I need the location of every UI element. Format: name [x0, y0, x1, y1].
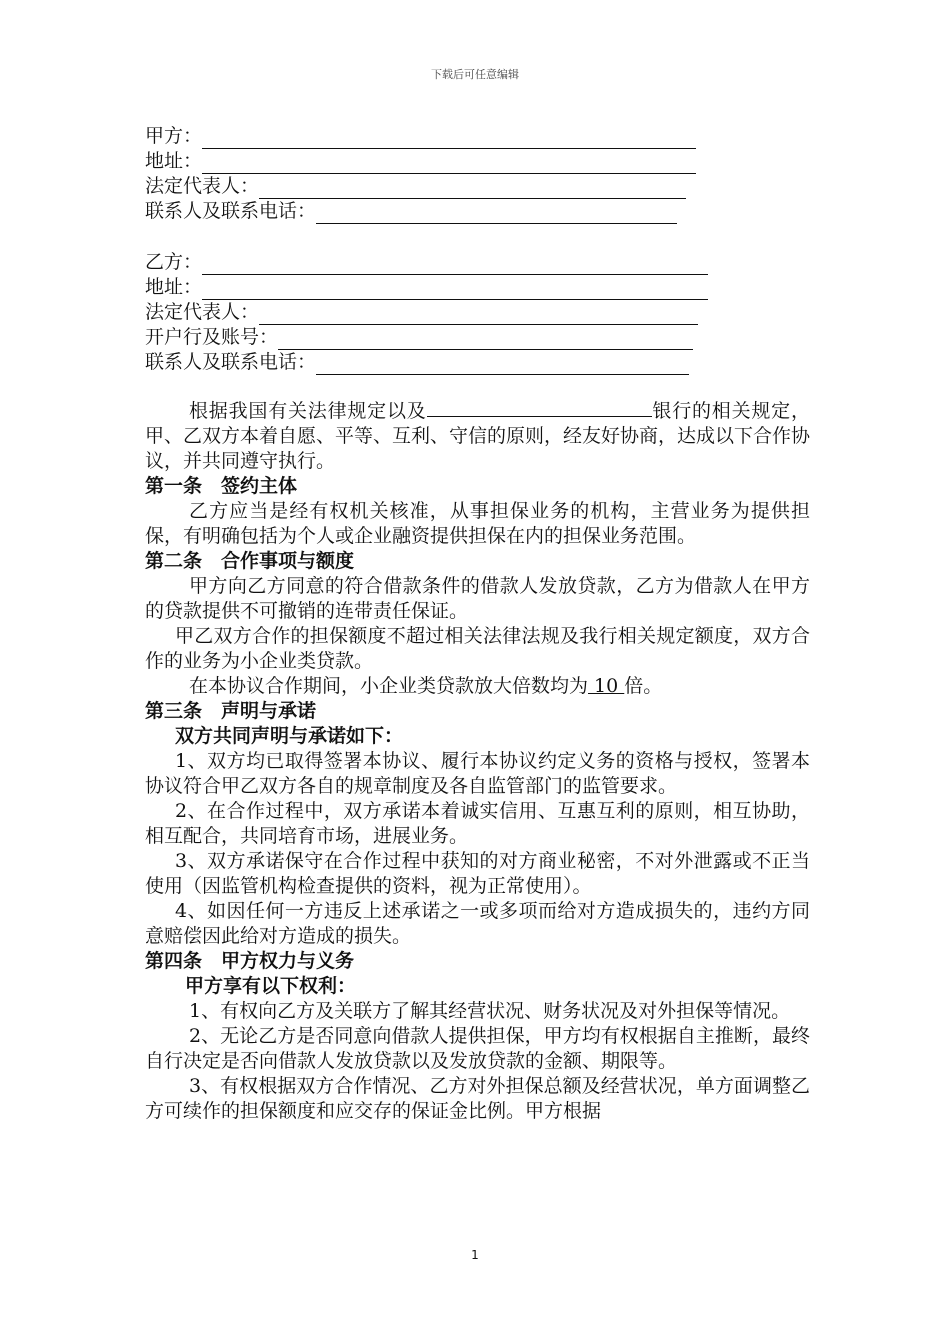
field-label: 甲方：: [145, 125, 203, 147]
article-2-title: 第二条 合作事项与额度: [145, 550, 355, 572]
article-3-item-1: 1、双方均已取得签署本协议、履行本协议约定义务的资格与授权，签署本协议符合甲乙双方各自的规章制度及各自监管部门的监管要求。: [145, 750, 810, 797]
blank-line: [278, 330, 693, 350]
party-b-address-field: [145, 275, 708, 300]
field-label: 联系人及联系电话：: [145, 200, 317, 222]
article-2-paragraph-3: [145, 674, 810, 699]
blank-line: [316, 204, 677, 224]
blank-line: [202, 280, 708, 300]
article-1-title: 第一条 签约主体: [145, 475, 298, 497]
party-b-legal-rep-field: [145, 300, 708, 325]
blank-line: [202, 154, 696, 174]
article-2-paragraph-1: 甲方向乙方同意的符合借款条件的借款人发放贷款，乙方为借款人在甲方的贷款提供不可撤销的连带责任保证。: [145, 575, 810, 622]
party-a-address-field: [145, 149, 696, 174]
party-a-block: [145, 124, 696, 224]
multiplier-value: 10: [588, 675, 625, 697]
article-4-title: 第四条 甲方权力与义务: [145, 950, 355, 972]
article-3-subtitle: 双方共同声明与承诺如下：: [175, 725, 404, 747]
article-1-paragraph: 乙方应当是经有权机关核准，从事担保业务的机构，主营业务为提供担保，有明确包括为个人或企业融资提供担保在内的担保业务范围。: [145, 500, 810, 547]
blank-line: [316, 355, 689, 375]
article-3-item-2: 2、在合作过程中，双方承诺本着诚实信用、互惠互利的原则，相互协助，相互配合，共同培育市场，进展业务。: [145, 800, 810, 847]
multiplier-unit: 倍。: [624, 675, 663, 697]
intro-text-start: 根据我国有关法律规定以及: [189, 400, 427, 422]
party-a-contact-field: [145, 199, 696, 224]
intro-text-end: 银行的相关规定，甲、乙双方本着自愿、平等、互利、守信的原则，经友好协商，达成以下合作协议，并共同遵守执行。: [145, 400, 811, 472]
blank-line: [202, 129, 696, 149]
intro-paragraph: [145, 398, 810, 474]
party-b-name-field: [145, 250, 708, 275]
article-2-paragraph-2: 甲乙双方合作的担保额度不超过相关法律法规及我行相关规定额度，双方合作的业务为小企业类贷款。: [145, 625, 810, 672]
field-label: 乙方：: [145, 251, 203, 273]
agreement-body: [145, 398, 810, 1124]
bank-name-blank: [427, 398, 652, 417]
party-a-name-field: [145, 124, 696, 149]
article-4-item-2: 2、无论乙方是否同意向借款人提供担保，甲方均有权根据自主推断，最终自行决定是否向借款人发放贷款以及发放贷款的金额、期限等。: [145, 1025, 810, 1072]
party-b-contact-field: [145, 350, 708, 375]
field-label: 地址：: [145, 276, 203, 298]
article-4-item-3: 3、有权根据双方合作情况、乙方对外担保总额及经营状况，单方面调整乙方可续作的担保额度和应交存的保证金比例。甲方根据: [145, 1075, 810, 1122]
party-b-bank-account-field: [145, 325, 708, 350]
blank-line: [259, 305, 698, 325]
page-header: 下载后可任意编辑: [431, 68, 519, 81]
field-label: 开户行及账号：: [145, 326, 279, 348]
blank-line: [259, 179, 686, 199]
field-label: 法定代表人：: [145, 175, 260, 197]
page-number: 1: [471, 1248, 479, 1262]
field-label: 法定代表人：: [145, 301, 260, 323]
field-label: 联系人及联系电话：: [145, 351, 317, 373]
blank-line: [202, 255, 708, 275]
article-4-item-1: 1、有权向乙方及关联方了解其经营状况、财务状况及对外担保等情况。: [189, 1000, 791, 1022]
party-a-legal-rep-field: [145, 174, 696, 199]
article-3-title: 第三条 声明与承诺: [145, 700, 317, 722]
article-3-item-3: 3、双方承诺保守在合作过程中获知的对方商业秘密，不对外泄露或不正当使用（因监管机构检查提供的资料，视为正常使用）。: [145, 850, 810, 897]
article-4-subtitle: 甲方享有以下权利：: [185, 975, 357, 997]
party-b-block: [145, 250, 708, 375]
multiplier-text: 在本协议合作期间，小企业类贷款放大倍数均为: [189, 675, 589, 697]
field-label: 地址：: [145, 150, 203, 172]
article-3-item-4: 4、如因任何一方违反上述承诺之一或多项而给对方造成损失的，违约方同意赔偿因此给对方造成的损失。: [145, 900, 810, 947]
